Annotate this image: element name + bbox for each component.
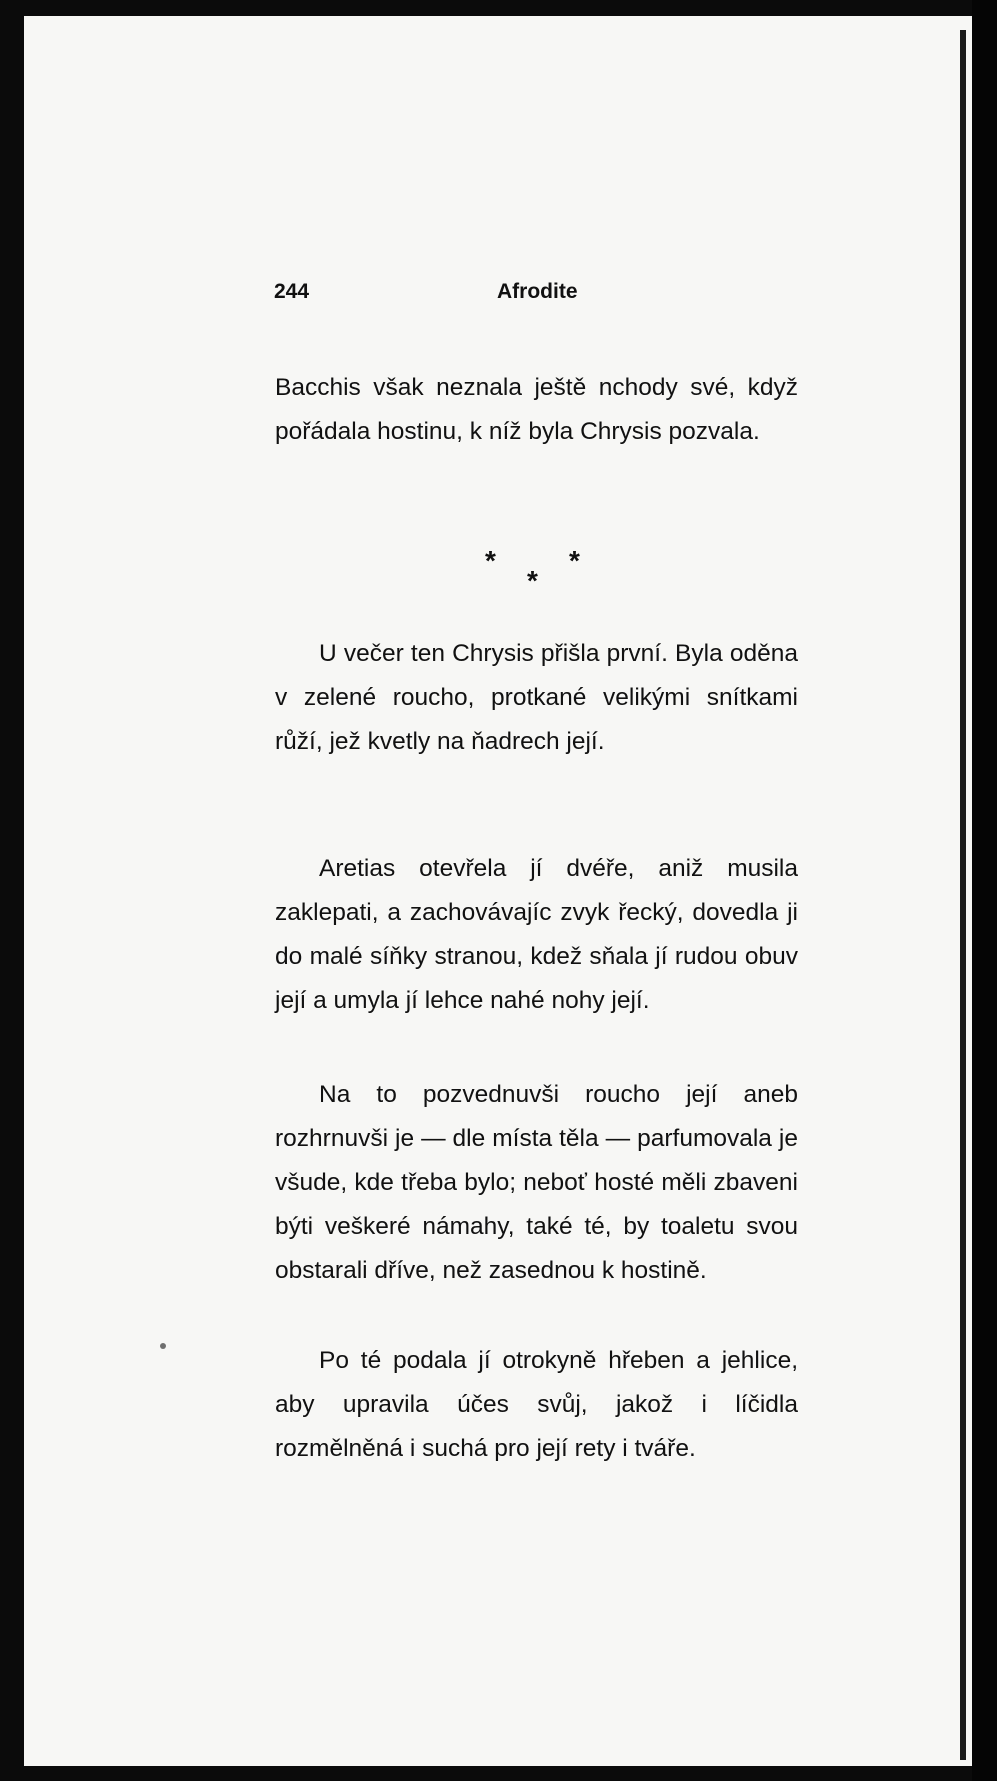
page-number: 244 — [274, 280, 310, 303]
scan-speck — [160, 1343, 166, 1349]
separator-star: * — [569, 545, 580, 576]
separator-star: * — [527, 565, 538, 596]
section-separator — [485, 545, 595, 595]
scan-right-edge — [972, 0, 997, 1781]
paragraph: Aretias otevřela jí dvéře, aniž musila zaklepati, a zachovávajíc zvyk řecký, dovedla ji do malé síňky stranou, kdež sňala jí rudou obuv její a umyla jí lehce nahé nohy její. — [275, 855, 798, 1014]
paragraph: U večer ten Chrysis přišla první. Byla oděna v zelené roucho, protkané velikými snítkami růží, jež kvetly na ňadrech její. — [275, 640, 798, 755]
paragraph: Bacchis však neznala ještě nchody své, když pořádala hostinu, k níž byla Chrysis pozvala. — [275, 374, 798, 445]
running-title: Afrodite — [497, 280, 578, 303]
paragraph: Na to pozvednuvši roucho její aneb rozhrnuvši je — dle místa těla — parfumovala je všude, kde třeba bylo; neboť hosté měli zbaveni býti veškeré námahy, také té, by toaletu svou obstarali dříve, než zasednou k hostině. — [275, 1081, 798, 1284]
scan-page-edge-line — [960, 30, 966, 1760]
separator-star: * — [485, 545, 496, 576]
page-header — [274, 280, 794, 310]
paragraph: Po té podala jí otrokyně hřeben a jehlice, aby upravila účes svůj, jakož i líčidla rozmělněná i suchá pro její rety i tváře. — [275, 1347, 798, 1462]
